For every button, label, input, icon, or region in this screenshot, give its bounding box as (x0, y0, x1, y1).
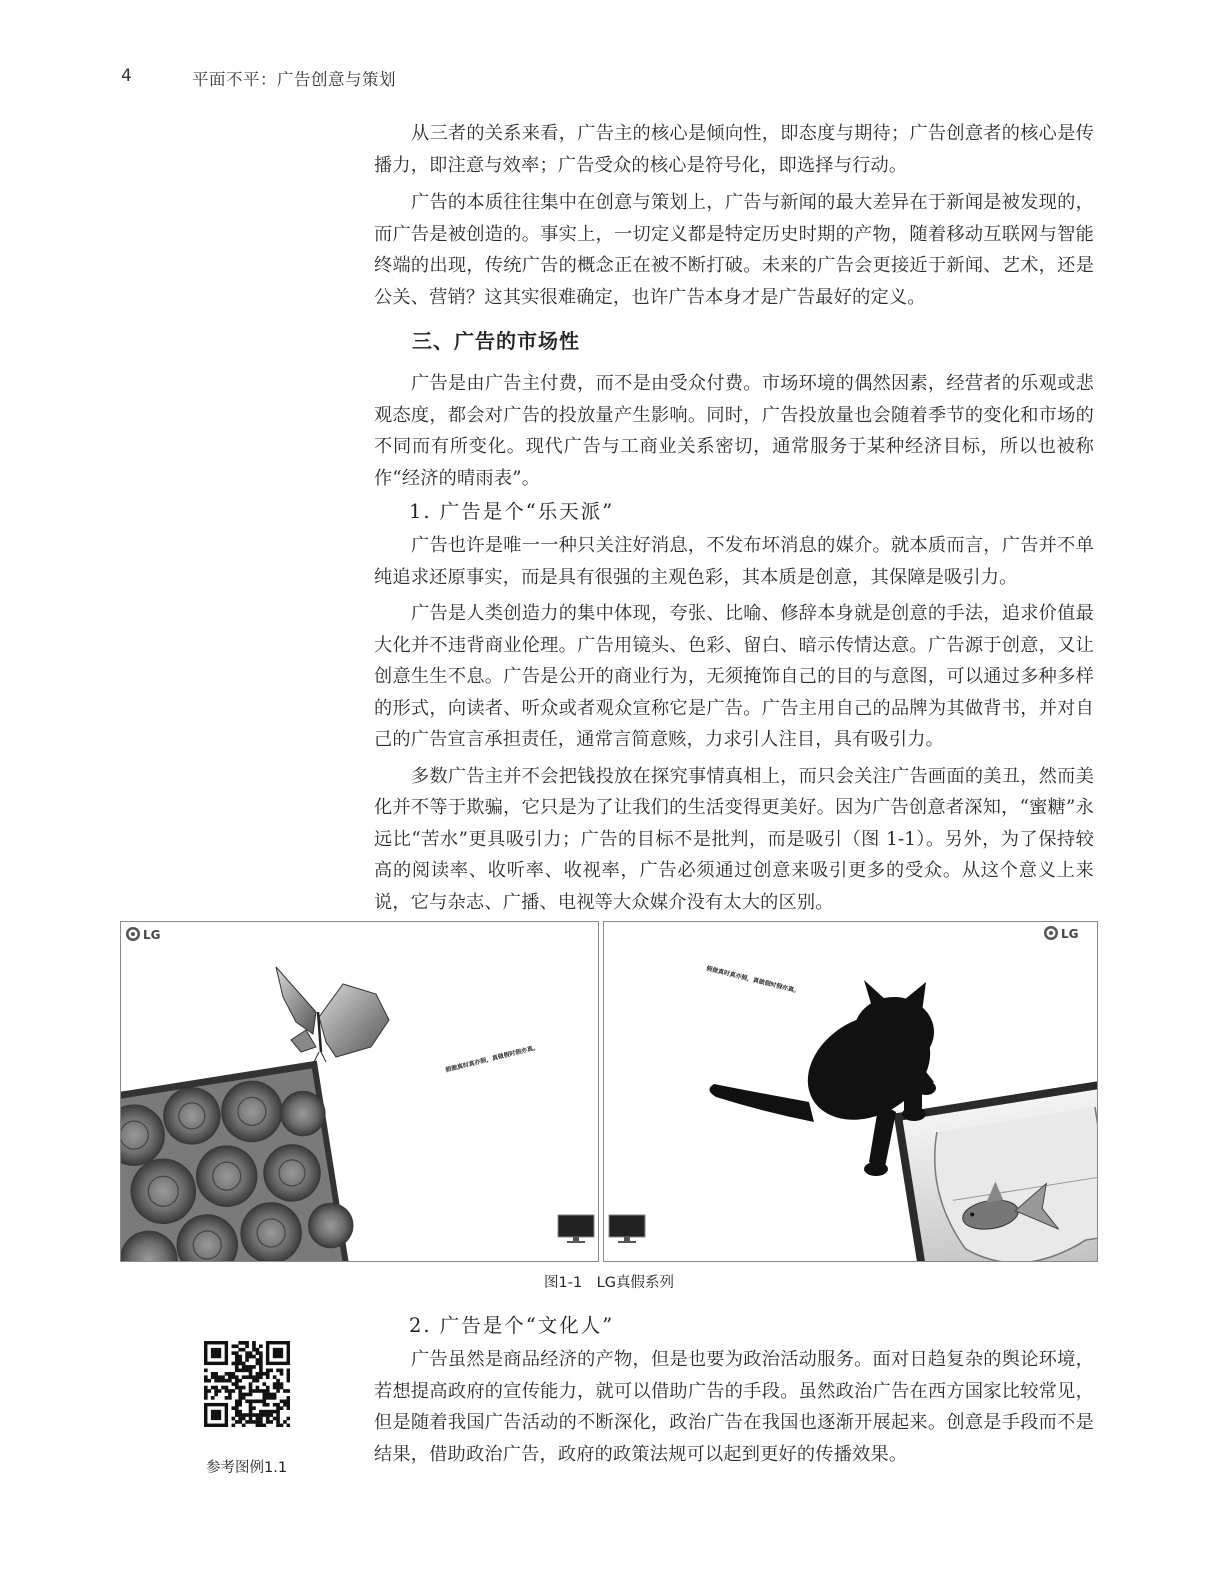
monitor-icon (558, 1215, 594, 1243)
paragraph: 多数广告主并不会把钱投放在探究事情真相上，而只会关注广告画面的美丑，然而美化并不等于欺骗，它只是为了让我们的生活变得更美好。因为广告创意者深知，“蜜糖”永远比“苦水”更具吸引力；广告的目标不是批判，而是吸引（图 1-1）。另外，为了保持较高的阅读率、收听率、收视率，广告必须通过创意来吸引更多的受众。从这个意义上来说，它与杂志、广播、电视等大众媒介没有太大的区别。 (374, 765, 1094, 913)
butterfly-illustration (276, 967, 389, 1062)
sub1-block (374, 530, 1094, 918)
section3-intro-block (374, 368, 1094, 494)
fishbowl-photo-frame (893, 1079, 1097, 1261)
qr-code-graphic (204, 1341, 290, 1427)
paragraph: 从三者的关系来看，广告主的核心是倾向性，即态度与期待；广告创意者的核心是传播力，即注意与效率；广告受众的核心是符号化，即选择与行动。 (374, 123, 1094, 176)
page-number: 4 (121, 66, 132, 86)
book-title: 平面不平：广告创意与策划 (192, 70, 396, 89)
intro-block (374, 118, 1094, 313)
figure-caption: 图1-1 LG真假系列 (544, 1275, 674, 1291)
paragraph: 广告是人类创造力的集中体现，夸张、比喻、修辞本身就是创意的手法，追求价值最大化并不违背商业伦理。广告用镜头、色彩、留白、暗示传情达意。广告源于创意，又让创意生生不息。广告是公开的商业行为，无须掩饰自己的目的与意图，可以通过多种多样的形式，向读者、听众或者观众宣称它是广告。广告主用自己的品牌为其做背书，并对自己的广告宣言承担责任，通常言简意赅，力求引人注目，具有吸引力。 (374, 603, 1094, 750)
section-heading: 三、广告的市场性 (412, 329, 580, 353)
ad-panel-kitten (603, 921, 1098, 1262)
qr-label: 参考图例1.1 (206, 1460, 288, 1476)
sub2-block (374, 1344, 1094, 1470)
svg-text:LG: LG (1061, 927, 1079, 941)
svg-text:LG: LG (143, 928, 161, 942)
subsection-heading: 2. 广告是个“文化人” (409, 1314, 615, 1337)
ad-slogan: 假做真时真亦假，真做假时假亦真。 (705, 965, 801, 996)
paragraph: 广告是由广告主付费，而不是由受众付费。市场环境的偶然因素，经营者的乐观或悲观态度，都会对广告的投放量产生影响。同时，广告投放量也会随着季节的变化和市场的不同而有所变化。现代广告与工商业关系密切，通常服务于某种经济目标，所以也被称作“经济的晴雨表”。 (374, 373, 1094, 489)
rose-photo-frame (121, 1059, 359, 1261)
lg-logo (126, 927, 161, 942)
monitor-icon (609, 1215, 645, 1243)
lg-logo (1044, 926, 1079, 941)
ad-slogan: 假做真时真亦假，真做假时假亦真。 (444, 1043, 540, 1074)
paragraph: 广告的本质往往集中在创意与策划上，广告与新闻的最大差异在于新闻是被发现的，而广告是被创造的。事实上，一切定义都是特定历史时期的产物，随着移动互联网与智能终端的出现，传统广告的概念正在被不断打破。未来的广告会更接近于新闻、艺术，还是公关、营销？这其实很难确定，也许广告本身才是广告最好的定义。 (374, 192, 1094, 308)
paragraph: 广告也许是唯一一种只关注好消息，不发布坏消息的媒介。就本质而言，广告并不单纯追求还原事实，而是具有很强的主观色彩，其本质是创意，其保障是吸引力。 (374, 535, 1094, 588)
subsection-heading: 1. 广告是个“乐天派” (409, 500, 615, 523)
ad-panel-butterfly (120, 921, 599, 1262)
qr-code[interactable] (204, 1341, 290, 1427)
paragraph: 广告虽然是商品经济的产物，但是也要为政治活动服务。面对日趋复杂的舆论环境，若想提高政府的宣传能力，就可以借助广告的手段。虽然政治广告在西方国家比较常见，但是随着我国广告活动的不断深化，政治广告在我国也逐渐开展起来。创意是手段而不是结果，借助政治广告，政府的政策法规可以起到更好的传播效果。 (374, 1349, 1094, 1465)
figure-lg-ads (120, 921, 1098, 1262)
